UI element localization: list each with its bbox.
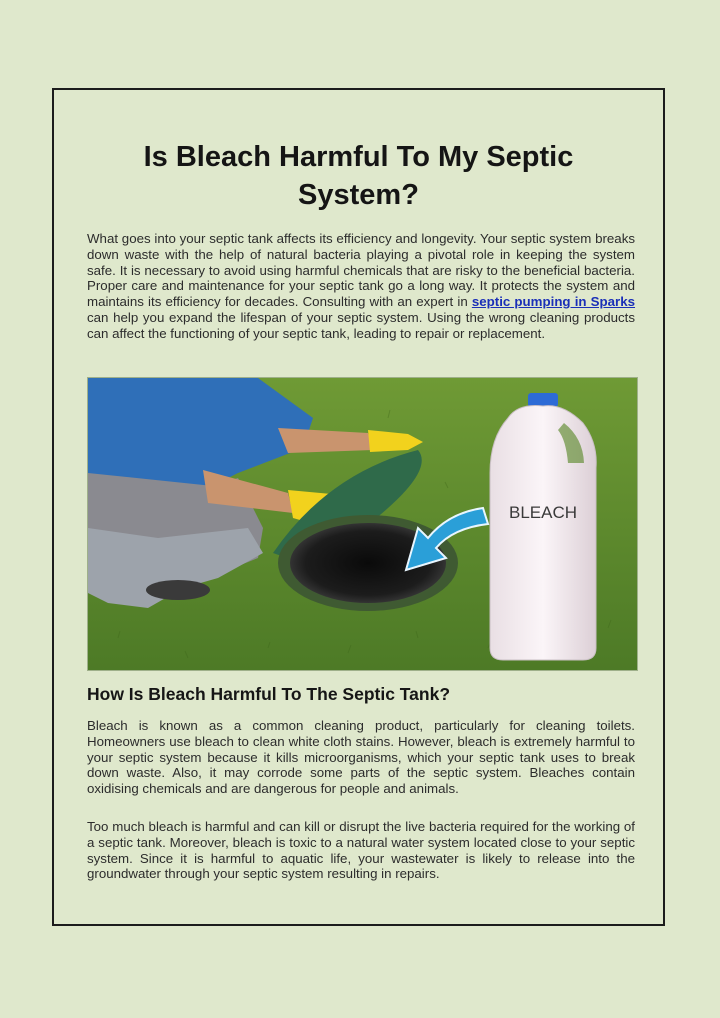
page-title: [54, 138, 663, 214]
septic-tank-photo: [87, 377, 638, 671]
section-heading: How Is Bleach Harmful To The Septic Tank?: [87, 684, 451, 704]
septic-pumping-link[interactable]: septic pumping in Sparks: [471, 294, 636, 310]
document-frame: [52, 88, 665, 926]
person-shoe: [146, 580, 210, 600]
section-paragraph-2: Too much bleach is harmful and can kill or disrupt the live bacteria required for the working of a septic tank. Moreover, bleach is toxic to a natural water system located close to your septic system. Since it is harmful to aquatic life, your wastewater is likely to release into the groundwater through your septic system resulting in repairs.: [87, 819, 635, 882]
title-line-1: Is Bleach Harmful To My Septic: [143, 141, 574, 173]
intro-text-after-link: can help you expand the lifespan of your septic system. Using the wrong cleaning products can affect the functioning of your septic tank, leading to repair or replacement.: [87, 309, 635, 341]
bleach-jug: [490, 406, 596, 661]
bleach-jug-cap: [528, 393, 558, 407]
section-paragraph-1: Bleach is known as a common cleaning product, particularly for cleaning toilets. Homeowners use bleach to clean white cloth stains. However, bleach is extremely harmful to your septic system because it kills microorganisms, which your septic tank uses to break down waste. Also, it may corrode some parts of the septic system. Bleaches contain oxidising chemicals and are dangerous for people and animals.: [87, 718, 635, 797]
intro-paragraph: [87, 231, 635, 342]
intro-text-before-link: What goes into your septic tank affects its efficiency and longevity. Your septic system breaks down waste with the help of natural bacteria playing a pivotal role in keeping the system safe. It is necessary to avoid using harmful chemicals that are risky to the beneficial bacteria. Proper care and maintenance for your septic tank go a long way. It protects the system and maintains its efficiency for decades. Consulting with an expert in: [87, 231, 635, 310]
title-line-2: System?: [298, 179, 419, 211]
jug-label: BLEACH: [508, 503, 578, 522]
